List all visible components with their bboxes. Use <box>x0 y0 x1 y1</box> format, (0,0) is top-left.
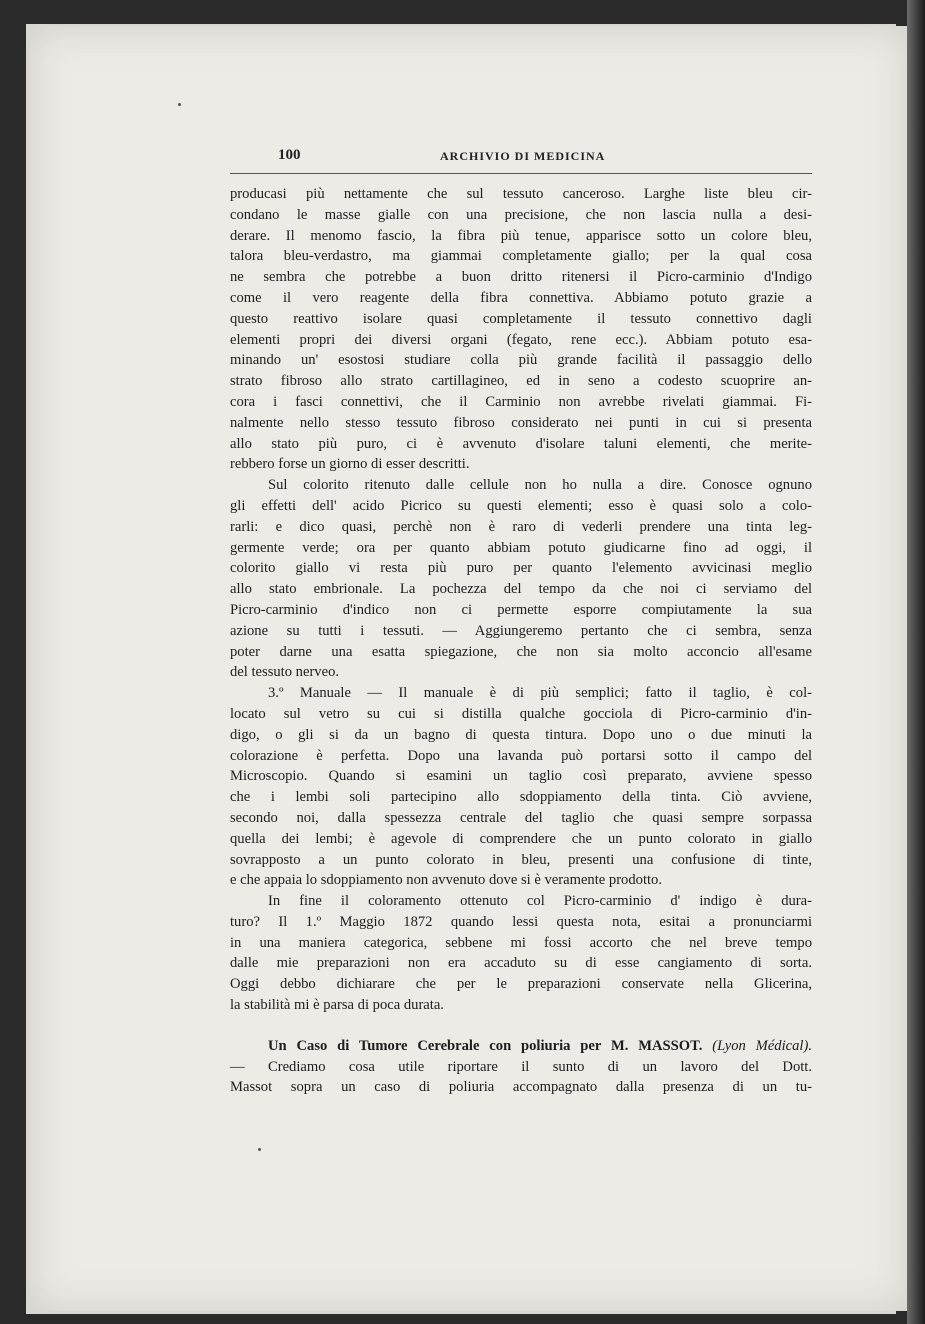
text-line: rarli: e dico quasi, perchè non è raro di vederli prendere una tinta leg- <box>230 518 812 535</box>
running-header <box>230 147 812 174</box>
text-line: rebbero forse un giorno di esser descritti. <box>230 456 470 473</box>
article-source: (Lyon Médical). <box>712 1037 812 1054</box>
text-line: nalmente nello stesso tessuto fibroso considerato nei punti in cui si presenta <box>230 414 812 431</box>
text-line: del tessuto nerveo. <box>230 664 340 681</box>
article-title: Un Caso di Tumore Cerebrale con poliuria per M. MASSOT. <box>268 1037 703 1054</box>
article-abstract <box>230 1036 812 1098</box>
page-number: 100 <box>278 147 301 163</box>
text-line: colorito giallo vi resta più puro per quanto l'elemento avvicinasi meglio <box>230 560 812 577</box>
text-line: e che appaia lo sdoppiamento non avvenuto dove si è veramente prodotto. <box>230 872 663 889</box>
text-line: la stabilità mi è parsa di poca durata. <box>230 997 444 1014</box>
text-line: elementi propri dei diversi organi (fegato, rene ecc.). Abbiam potuto esa- <box>230 331 812 348</box>
text-line: azione su tutti i tessuti. — Aggiungeremo pertanto che ci sembra, senza <box>230 622 812 639</box>
text-line: digo, o gli si da un bagno di questa tintura. Dopo uno o due minuti la <box>230 726 812 743</box>
text-line: Oggi debbo dichiarare che per le preparazioni conservate nella Glicerina, <box>230 976 812 993</box>
text-line: poter darne una esatta spiegazione, che non sia molto acconcio all'esame <box>230 643 812 660</box>
text-line: producasi più nettamente che sul tessuto canceroso. Larghe liste bleu cir- <box>230 186 812 202</box>
text-line: che i lembi soli partecipino allo sdoppiamento della tinta. Ciò avviene, <box>230 789 812 806</box>
section-gap <box>230 1016 812 1036</box>
text-line: — Crediamo cosa utile riportare il sunto di un lavoro del Dott. <box>230 1058 812 1075</box>
text-line: talora bleu-verdastro, ma giammai completamente giallo; per la qual cosa <box>230 248 812 265</box>
text-line: 3.º Manuale — Il manuale è di più semplici; fatto il taglio, è col- <box>268 685 812 702</box>
text-line: come il vero reagente della fibra connettiva. Abbiamo potuto grazie a <box>230 289 812 306</box>
paragraph-1 <box>230 184 812 475</box>
text-line: in una maniera categorica, sebbene mi fossi accorto che nel breve tempo <box>230 934 812 951</box>
text-line: cora i fasci connettivi, che il Carminio non avrebbe rivelati giammai. Fi- <box>230 393 812 410</box>
speck <box>178 103 181 106</box>
paragraph-2 <box>230 475 812 683</box>
text-line: dalle mie preparazioni non era accaduto su di esse cangiamento di sorta. <box>230 955 812 972</box>
text-line: condano le masse gialle con una precisione, che non lascia nulla a desi- <box>230 206 812 223</box>
text-line: In fine il coloramento ottenuto col Picro-carminio d' indigo è dura- <box>268 893 812 910</box>
text-line: questo reattivo isolare quasi completamente il tessuto connettivo dagli <box>230 310 812 327</box>
text-line: sovrapposto a un punto colorato in bleu, presenti una confusione di tinte, <box>230 851 812 868</box>
text-line: allo stato più puro, ci è avvenuto d'isolare taluni elementi, che merite- <box>230 435 812 452</box>
speck <box>258 1148 261 1151</box>
text-line: gli effetti dell' acido Picrico su questi elementi; esso è quasi solo a colo- <box>230 497 812 514</box>
text-line: colorazione è perfetta. Dopo una lavanda può portarsi sotto il campo del <box>230 747 812 764</box>
text-line: minando un' esostosi studiare colla più grande facilità il passaggio dello <box>230 352 812 369</box>
text-line: quella dei lembi; è agevole di comprendere che un punto colorato in giallo <box>230 830 812 847</box>
text-line: Picro-carminio d'indico non ci permette esporre compiutamente la sua <box>230 601 812 618</box>
text-line: secondo noi, dalla spessezza centrale del taglio che quasi sempre sorpassa <box>230 809 812 826</box>
text-line: Microscopio. Quando si esamini un taglio così preparato, avviene spesso <box>230 768 812 785</box>
text-line: turo? Il 1.º Maggio 1872 quando lessi questa nota, esitai a pronunciarmi <box>230 913 812 930</box>
text-line: locato sul vetro su cui si distilla qualche gocciola di Picro-carminio d'in- <box>230 705 812 722</box>
text-line: germente verde; ora per quanto abbiam potuto giudicarne fino ad oggi, il <box>230 539 812 556</box>
text-line: Massot sopra un caso di poliuria accompagnato dalla presenza di un tu- <box>230 1079 812 1096</box>
text-line: ne sembra che potrebbe a buon dritto ritenersi il Picro-carminio d'Indigo <box>230 269 812 286</box>
text-line: strato fibroso allo strato cartillagineo, ed in seno a codesto scuoprire an- <box>230 373 812 390</box>
running-title: ARCHIVIO DI MEDICINA <box>440 149 606 163</box>
scan-border <box>907 0 925 1324</box>
article-heading-line <box>230 1036 812 1057</box>
text-line: allo stato embrionale. La pochezza del tempo da che noi ci serviamo del <box>230 581 812 598</box>
paragraph-4 <box>230 891 812 1016</box>
text-line: derare. Il menomo fascio, la fibra più tenue, apparisce sotto un colore bleu, <box>230 227 812 244</box>
body-text <box>230 184 812 1098</box>
text-line: Sul colorito ritenuto dalle cellule non ho nulla a dire. Conosce ognuno <box>268 477 812 494</box>
paragraph-3 <box>230 683 812 891</box>
